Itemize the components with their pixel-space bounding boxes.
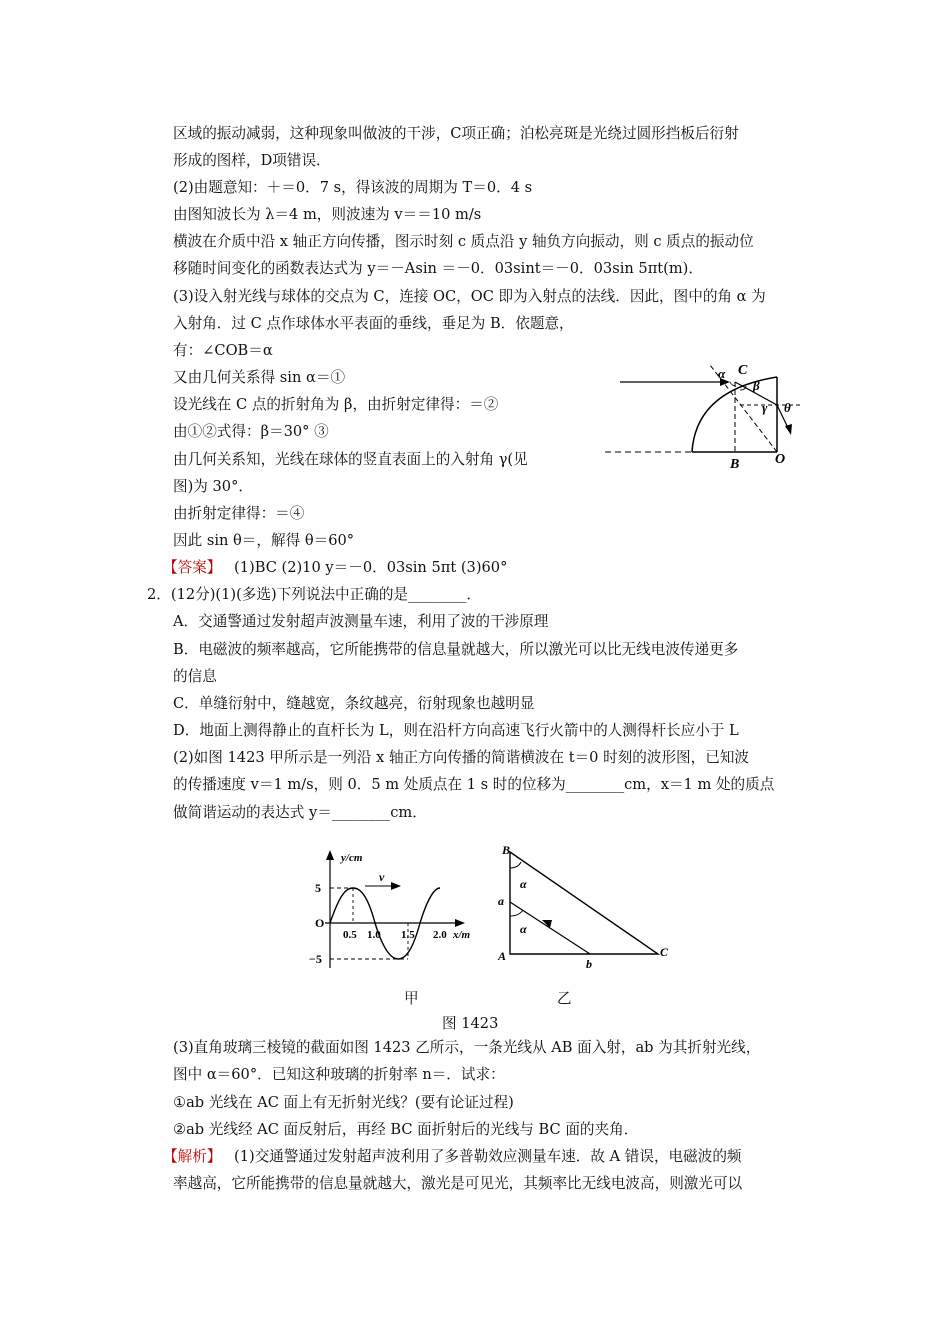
option-b: B．电磁波的频率越高，它所能携带的信息量就越大，所以激光可以比无线电波传递更多 bbox=[173, 641, 739, 658]
text-line: 入射角．过 C 点作球体水平表面的垂线，垂足为 B．依题意， bbox=[173, 315, 574, 332]
point-b-label: B bbox=[730, 457, 740, 472]
sphere-refraction-figure bbox=[600, 360, 810, 475]
answer-text: (1)BC (2)10 y＝－0．03sin 5πt (3)60° bbox=[234, 559, 508, 576]
text-line: 移随时间变化的函数表达式为 y＝－Asin ＝－0．03sint＝－0．03sin 5πt(m)． bbox=[173, 260, 703, 277]
caption-jia: 甲 bbox=[404, 990, 419, 1007]
text-line: 由几何关系知，光线在球体的竖直表面上的入射角 γ(见 bbox=[173, 451, 528, 468]
answer-tag: 【答案】 bbox=[163, 559, 222, 576]
text-line: (2)由题意知：＋＝0．7 s，得该波的周期为 T＝0．4 s bbox=[173, 179, 533, 196]
alpha-label: α bbox=[718, 366, 726, 381]
text-line: (3)直角玻璃三棱镜的截面如图 1423 乙所示，一条光线从 AB 面入射，ab 为其折射光线， bbox=[173, 1039, 761, 1056]
text-line: 的信息 bbox=[173, 668, 217, 685]
option-a: A．交通警通过发射超声波测量车速，利用了波的干涉原理 bbox=[173, 613, 549, 630]
theta-label: θ bbox=[784, 400, 791, 415]
text-line: 区域的振动减弱，这种现象叫做波的干涉，C项正确；泊松亮斑是光绕过圆形挡板后衍射 bbox=[173, 125, 739, 142]
y-axis-label: y/cm bbox=[341, 852, 363, 864]
x-tick-1-5: 1.5 bbox=[401, 929, 415, 941]
x-tick-1-0: 1.0 bbox=[367, 929, 381, 941]
option-d: D．地面上测得静止的直杆长为 L，则在沿杆方向高速飞行火箭中的人测得杆长应小于 L bbox=[173, 722, 739, 739]
y-tick-neg5: −5 bbox=[309, 952, 322, 966]
gamma-label: γ bbox=[762, 400, 768, 415]
point-o-label: O bbox=[775, 452, 786, 467]
y-tick-5: 5 bbox=[315, 881, 321, 895]
text-line: 由图知波长为 λ＝4 m，则波速为 v＝＝10 m/s bbox=[173, 206, 482, 223]
text-line: 图)为 30°． bbox=[173, 478, 253, 495]
text-line: 又由几何关系得 sin α＝① bbox=[173, 369, 346, 386]
x-axis-label: x/m bbox=[453, 929, 471, 941]
text-line: 由折射定律得：＝④ bbox=[173, 505, 305, 522]
figure-caption: 图 1423 bbox=[442, 1015, 499, 1032]
text-line: 横波在介质中沿 x 轴正方向传播，图示时刻 c 质点沿 y 轴负方向振动，则 c 质点的振动位 bbox=[173, 233, 754, 250]
question-heading: 2．(12分)(1)(多选)下列说法中正确的是________． bbox=[147, 586, 481, 603]
text-line: 有：∠COB＝α bbox=[173, 342, 273, 359]
point-c-label: C bbox=[738, 363, 748, 378]
x-tick-0-5: 0.5 bbox=[343, 929, 357, 941]
wave-graph-figure bbox=[305, 848, 485, 973]
option-c: C．单缝衍射中，缝越宽，条纹越亮，衍射现象也越明显 bbox=[173, 695, 535, 712]
origin-label: O bbox=[315, 916, 325, 930]
text-line: 因此 sin θ＝，解得 θ＝60° bbox=[173, 532, 355, 549]
alpha-bottom-label: α bbox=[520, 922, 527, 936]
velocity-label: v bbox=[379, 870, 385, 884]
vertex-a-label: A bbox=[498, 949, 507, 963]
text-line: ②ab 光线经 AC 面反射后，再经 BC 面折射后的光线与 BC 面的夹角． bbox=[173, 1121, 639, 1138]
text-line: 由①②式得：β＝30° ③ bbox=[173, 423, 329, 440]
text-line: ①ab 光线在 AC 面上有无折射光线？(要有论证过程) bbox=[173, 1094, 514, 1111]
x-tick-2-0: 2.0 bbox=[433, 929, 447, 941]
vertex-b-label: B bbox=[502, 843, 511, 857]
text-line: (3)设入射光线与球体的交点为 C，连接 OC，OC 即为入射点的法线．因此，图中的角 α 为 bbox=[173, 288, 766, 305]
caption-yi: 乙 bbox=[557, 990, 572, 1007]
point-b-label: b bbox=[586, 957, 592, 971]
text-line: (2)如图 1423 甲所示是一列沿 x 轴正方向传播的简谐横波在 t＝0 时刻的波形图，已知波 bbox=[173, 749, 750, 766]
text-line: 设光线在 C 点的折射角为 β，由折射定律得：＝② bbox=[173, 396, 499, 413]
text-line: 率越高，它所能携带的信息量就越大，激光是可见光，其频率比无线电波高，则激光可以 bbox=[173, 1175, 743, 1192]
vertex-c-label: C bbox=[660, 945, 669, 959]
alpha-top-label: α bbox=[520, 877, 527, 891]
answer-line bbox=[163, 558, 507, 578]
text-line: 图中 α＝60°．已知这种玻璃的折射率 n＝．试求： bbox=[173, 1066, 505, 1083]
text-line: 形成的图样，D项错误． bbox=[173, 152, 331, 169]
analysis-line bbox=[163, 1147, 742, 1167]
text-line: 的传播速度 v＝1 m/s，则 0．5 m 处质点在 1 s 时的位移为________cm，x＝1 m 处的质点 bbox=[173, 776, 775, 793]
point-a-label: a bbox=[498, 894, 504, 908]
beta-label: β bbox=[753, 378, 760, 393]
text-line: 做简谐运动的表达式 y＝________cm． bbox=[173, 804, 427, 821]
prism-figure bbox=[490, 842, 680, 972]
analysis-text: (1)交通警通过发射超声波利用了多普勒效应测量车速．故 A 错误，电磁波的频 bbox=[234, 1148, 742, 1165]
analysis-tag: 【解析】 bbox=[163, 1148, 222, 1165]
